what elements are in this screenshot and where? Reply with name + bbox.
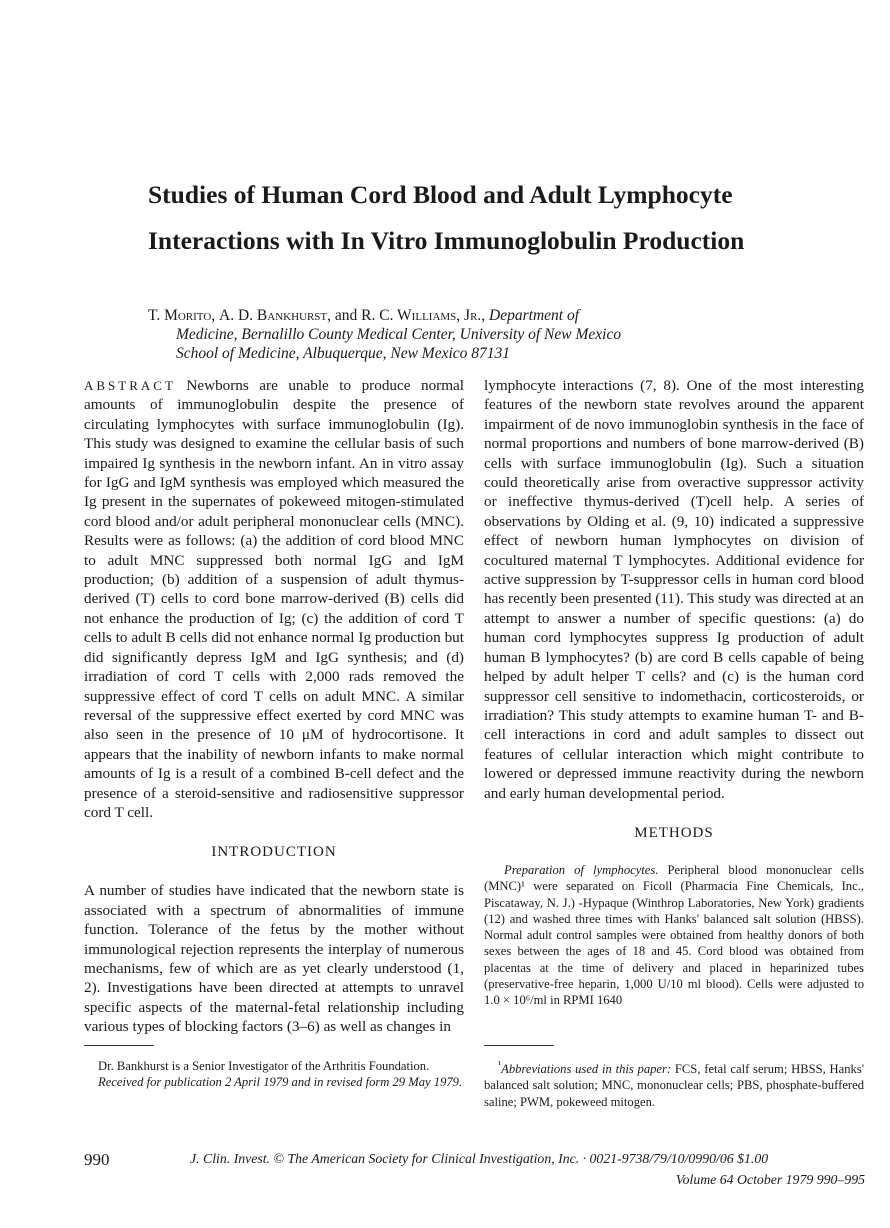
- right-column: [484, 376, 864, 1009]
- volume-info: Volume 64 October 1979 990–995: [675, 1172, 865, 1187]
- introduction-text: A number of studies have indicated that the newborn state is associated with a spectrum of abnormalities of immune function. Tolerance of the fetus by the mother without immunological rejection represents the interplay of numerous mechanisms, few of which are as yet clearly understood (1, 2). Investigations have been directed at attempts to unravel specific aspects of the maternal-fetal relationship including various types of blocking factors (3–6) as well as changes in: [84, 882, 464, 1036]
- article-title: Studies of Human Cord Blood and Adult Lymphocyte Interactions with In Vitro Immunoglobulin Production: [148, 180, 745, 255]
- footnote-abbrev-text: FCS, fetal calf serum; HBSS, Hanks' balanced salt solution; MNC, mononuclear cells; PBS, phosphate-buffered saline; PWM, pokeweed mitogen.: [484, 1062, 864, 1109]
- abstract-label: ABSTRACT: [84, 378, 176, 393]
- footnote-rule-left: [84, 1045, 154, 1046]
- footnotes-right: [484, 1058, 864, 1110]
- introduction-heading: INTRODUCTION: [211, 844, 337, 861]
- methods-heading: METHODS: [634, 824, 714, 841]
- footnote-abbreviations: [484, 1058, 864, 1110]
- author-block: T. Morito, A. D. Bankhurst, and R. C. Williams, Jr., Department of Medicine, Bernalillo County Medical Center, University of New Mexico School of Medicine, Albuquerque, New Mexico 87131: [148, 306, 848, 363]
- abstract-text: Newborns are unable to produce normal amounts of immunoglobulin despite the presence of circulating lymphocytes with surface immunoglobulin (Ig). This study was designed to examine the cellular basis of such impaired Ig synthesis in the newborn infant. An in vitro assay for IgG and IgM synthesis was employed which measured the Ig present in the supernates of pokeweed mitogen-stimulated cord blood and/or adult peripheral mononuclear cells (MNC). Results were as follows: (a) the addition of cord blood MNC to adult MNC suppressed both normal IgG and IgM production; (b) addition of a suspension of adult thymus-derived (T) cells to cord bone marrow-derived (B) cells did not enhance the production of Ig; (c) the addition of cord T cells to adult B cells did not enhance normal Ig production but did significantly depress IgM and IgG synthesis; and (d) irradiation of cord T cells with 2,000 rads removed the suppressive effect of cord T cells on adult MNC. A similar reversal of the suppressive effect exerted by cord MNC was also seen in the presence of 10 μM of hydrocortisone. It appears that the inability of newborn infants to make normal amounts of Ig is a result of a combined B-cell defect and the presence of a steroid-sensitive and radiosensitive suppressor cord T cell.: [84, 377, 464, 821]
- abstract-paragraph: [84, 376, 464, 822]
- footnote-rule-right: [484, 1045, 554, 1046]
- left-column: [84, 376, 464, 1037]
- footnote-received: [84, 1074, 464, 1090]
- author-conjunction: and: [334, 307, 358, 324]
- affiliation-line-1: Department of: [489, 307, 580, 324]
- page-number: 990: [84, 1150, 110, 1169]
- footnotes-left: [84, 1058, 464, 1091]
- author-2: A. D. Bankhurst: [219, 307, 328, 324]
- footnote-funding: Dr. Bankhurst is a Senior Investigator of the Arthritis Foundation.: [98, 1059, 430, 1073]
- methods-paragraph: [484, 862, 864, 1009]
- author-1: T. Morito: [148, 307, 212, 324]
- journal-citation: J. Clin. Invest. © The American Society for Clinical Investigation, Inc. · 0021-9738/79/10/0990/06 $1.00: [190, 1151, 769, 1166]
- methods-subheading: Preparation of lymphocytes.: [504, 862, 659, 877]
- methods-text: Peripheral blood mononuclear cells (MNC)¹ were separated on Ficoll (Pharmacia Fine Chemicals, Inc., Piscataway, N. J.) -Hypaque (Winthrop Laboratories, New York) gradients (12) and washed three times with Hanks' balanced salt solution (HBSS). Normal adult control samples were obtained from healthy donors of both sexes between the ages of 18 and 45. Cord blood was obtained from placentas at the time of delivery and placed in heparinized tubes (preservative-free heparin, 1,000 U/10 ml blood). Cells were adjusted to 1.0 × 10⁶/ml in RPMI 1640: [484, 862, 864, 1008]
- introduction-continuation: [484, 376, 864, 803]
- footnote-marker: ¹: [498, 1060, 502, 1071]
- introduction-text-continued: lymphocyte interactions (7, 8). One of the most interesting features of the newborn state revolves around the apparent impairment of de novo immunoglobin synthesis in the face of normal proportions and numbers of bone marrow-derived (B) cells with surface immunoglobulin (Ig). Such a situation could theoretically arise from overactive suppressor activity or ineffective thymus-derived (T)cell help. A series of observations by Olding et al. (9, 10) indicated a suppressive effect of newborn human lymphocytes on division of cocultured maternal T lymphocytes. Additional evidence for active suppression by T-suppressor cells in human cord blood has recently been presented (11). This study was directed at an attempt to answer a number of specific questions: (a) do human cord lymphocytes suppress Ig production of adult human B lymphocytes? (b) are cord B cells capable of being helped by adult helper T cells? and (c) is the human cord suppressor cell sensitive to indomethacin, corticosteroids, or irradiation? This study attempts to examine human T- and B-cell interactions in cord and adult samples to dissect out features of cellular interaction which might contribute to lowered or depressed immune reactivity during the newborn and early human developmental period.: [484, 377, 864, 802]
- affiliation-line-2: Medicine, Bernalillo County Medical Center, University of New Mexico: [176, 326, 622, 343]
- affiliation-line-3: School of Medicine, Albuquerque, New Mexico 87131: [176, 345, 511, 362]
- footnote-received-text: Received for publication 2 April 1979 and in revised form 29 May 1979.: [98, 1075, 463, 1090]
- author-3: R. C. Williams, Jr.: [361, 307, 482, 324]
- footnote-abbrev-label: Abbreviations used in this paper:: [501, 1062, 672, 1077]
